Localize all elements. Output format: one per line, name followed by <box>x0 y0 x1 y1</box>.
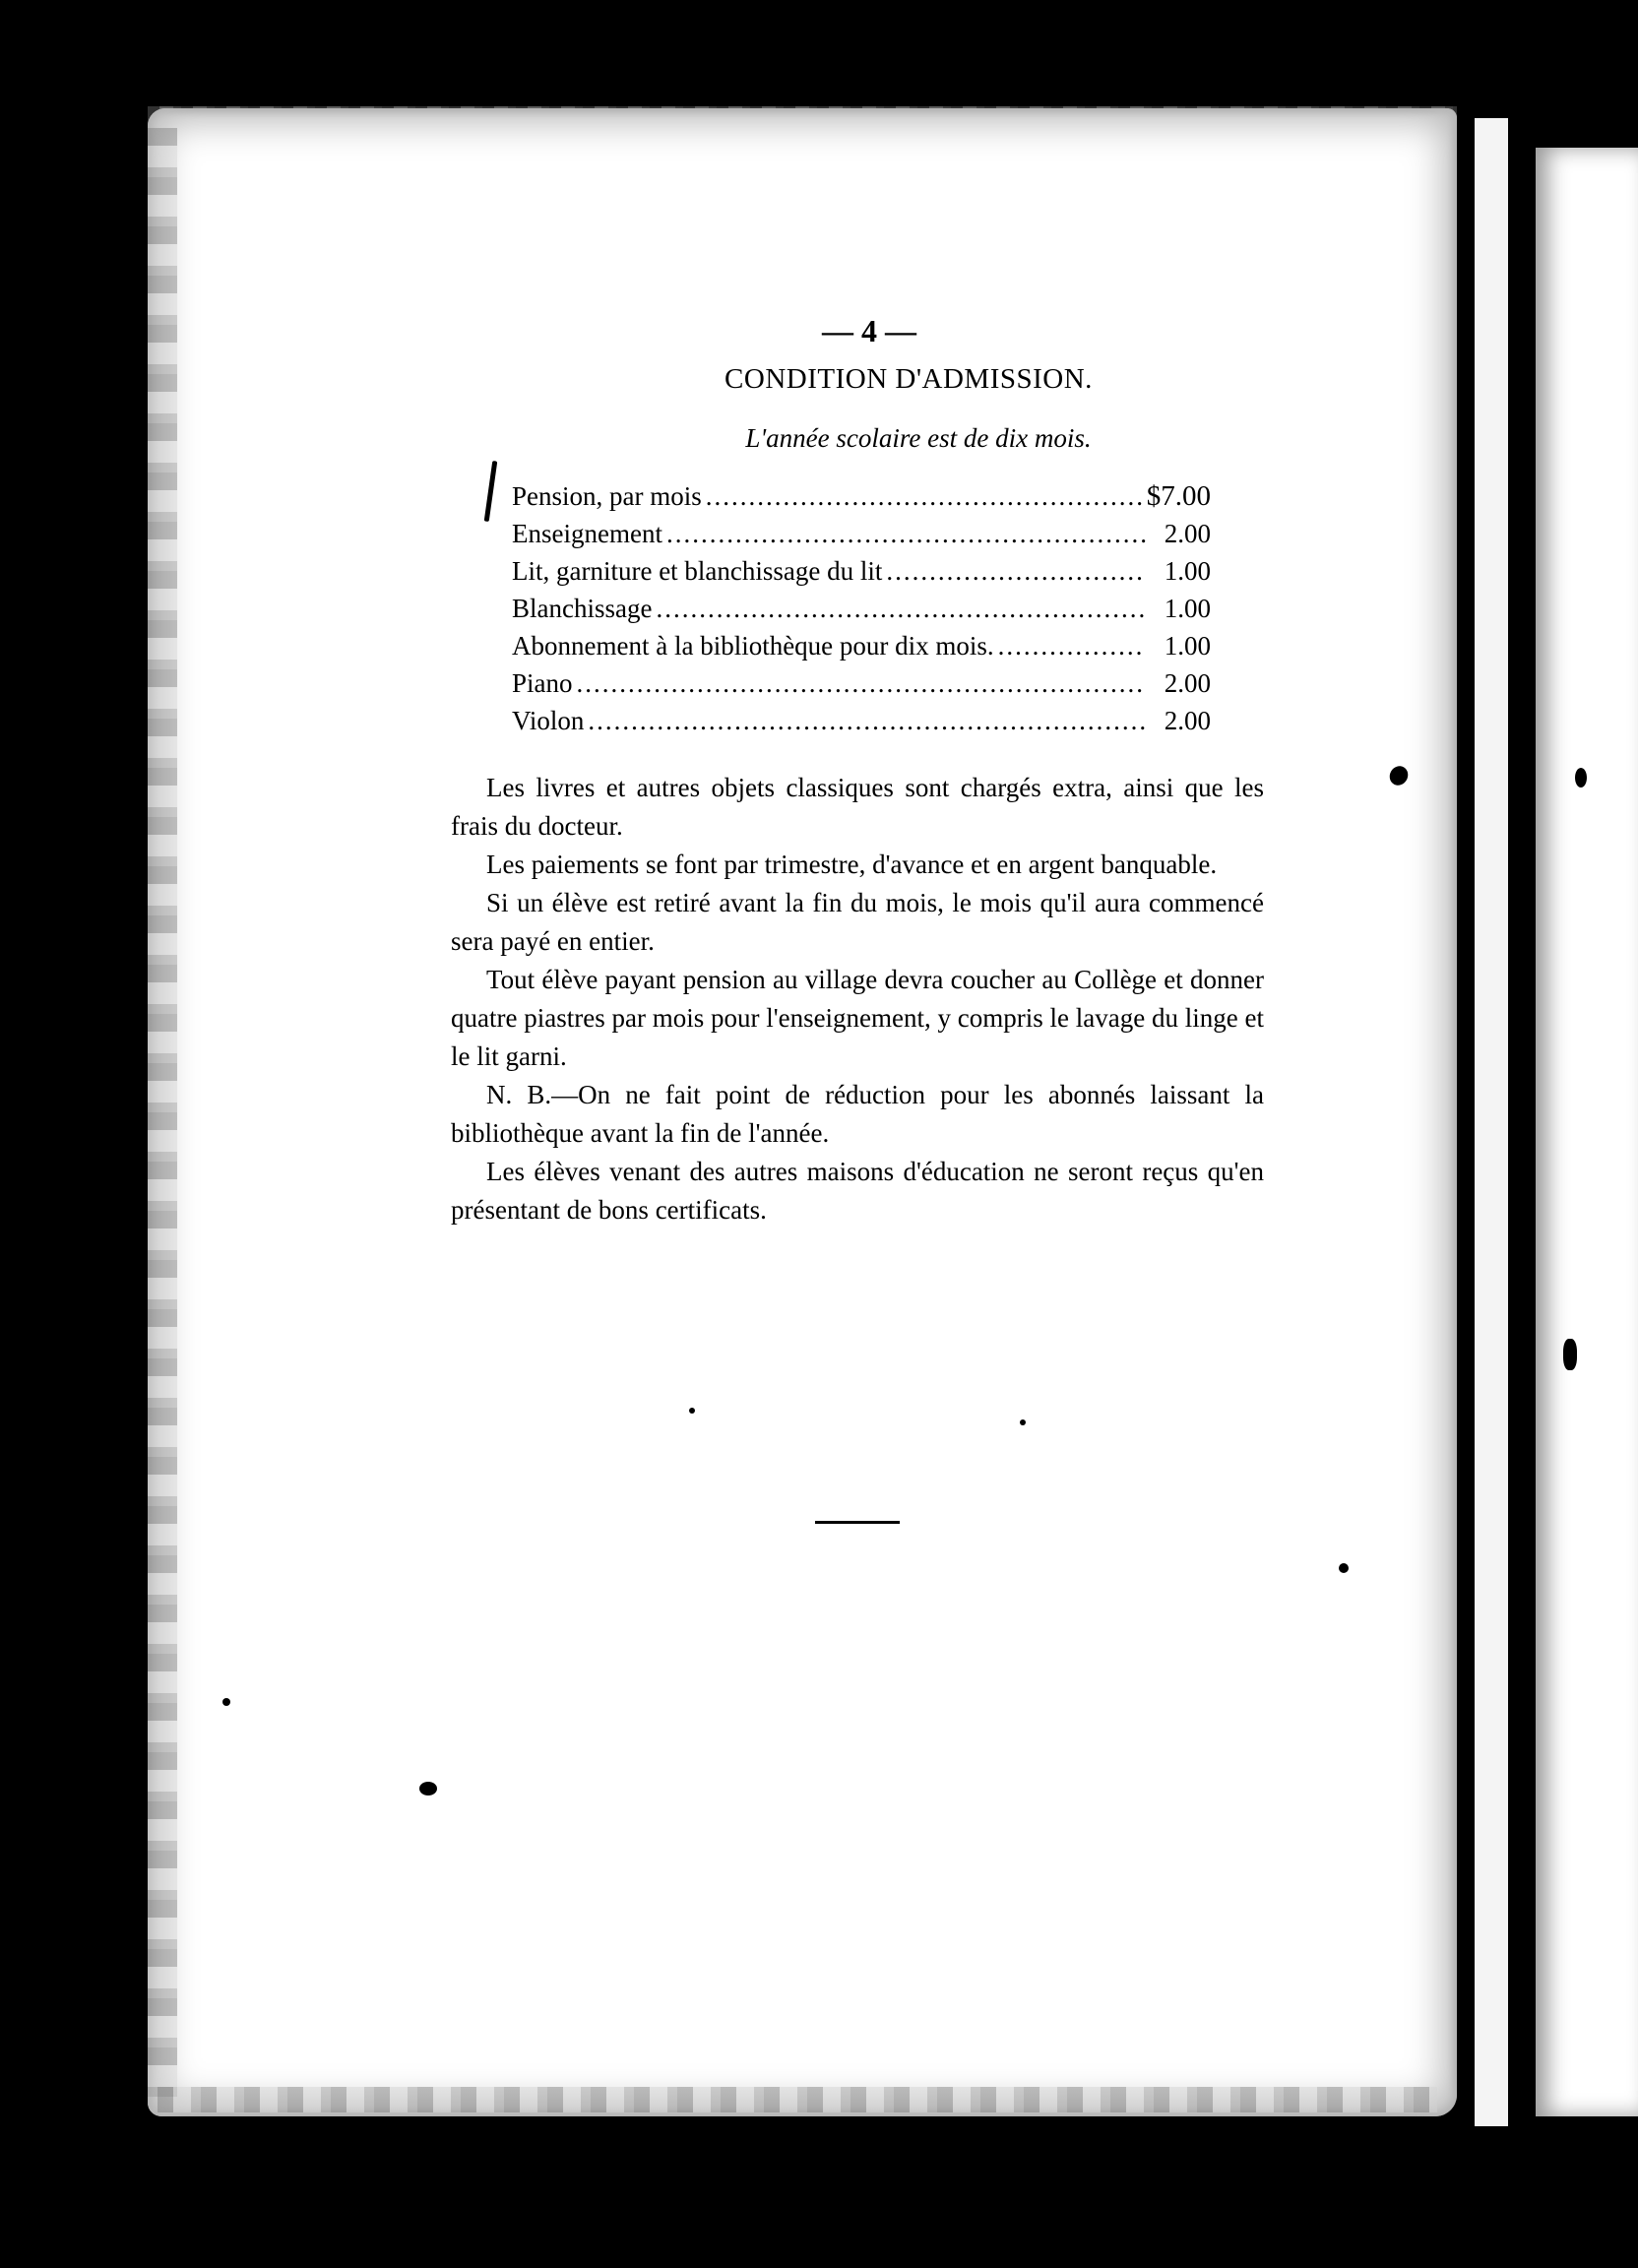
dot-leader <box>656 590 1146 627</box>
fee-amount: 2.00 <box>1164 668 1211 698</box>
dot-leader <box>998 627 1146 664</box>
fee-amount: 1.00 <box>1164 556 1211 586</box>
fee-row <box>512 515 1211 552</box>
note-paragraph: Les paiements se font par trimestre, d'avance et en argent banquable. <box>486 850 1218 879</box>
page-gutter <box>1475 118 1508 2126</box>
dot-leader <box>577 664 1146 702</box>
dot-leader <box>588 702 1146 739</box>
fee-row <box>512 664 1211 702</box>
section-divider-rule <box>815 1521 900 1524</box>
fee-label: Lit, garniture et blanchissage du lit <box>512 556 883 586</box>
page-content <box>451 313 1268 1229</box>
note-paragraph: Si un élève est retiré avant la fin du mois, le mois qu'il aura commencé sera payé en entier. <box>451 888 1264 956</box>
dot-leader <box>886 552 1146 590</box>
page-edge-left <box>148 128 177 2097</box>
fee-label: Violon <box>512 706 585 735</box>
dot-leader <box>706 477 1143 515</box>
note-paragraph: Les élèves venant des autres maisons d'éducation ne seront reçus qu'en présentant de bons certificats. <box>451 1157 1264 1225</box>
fee-label: Piano <box>512 668 573 698</box>
fee-row <box>512 477 1211 515</box>
fee-amount: 1.00 <box>1164 631 1211 661</box>
fee-row <box>512 590 1211 627</box>
note-paragraph: Tout élève payant pension au village devra coucher au Collège et donner quatre piastres par mois pour l'enseignement, y compris le lavage du linge et le lit garni. <box>451 965 1264 1071</box>
page-number: — 4 — <box>822 313 916 348</box>
fee-amount: 2.00 <box>1164 706 1211 735</box>
page-edge-bottom <box>158 2087 1437 2112</box>
fee-label: Blanchissage <box>512 594 653 623</box>
fee-amount: 2.00 <box>1164 519 1211 548</box>
fee-row <box>512 552 1211 590</box>
fee-row <box>512 627 1211 664</box>
fee-list <box>512 477 1211 739</box>
fee-amount: 1.00 <box>1164 594 1211 623</box>
section-subheading: L'année scolaire est de dix mois. <box>745 423 1092 453</box>
note-paragraph: N. B.—On ne fait point de réduction pour les abonnés laissant la bibliothèque avant la fin de l'année. <box>451 1080 1264 1148</box>
fee-label: Pension, par mois <box>512 481 702 511</box>
fee-label: Enseignement <box>512 519 662 548</box>
section-heading: CONDITION D'ADMISSION. <box>724 363 1093 395</box>
dot-leader <box>666 515 1146 552</box>
fee-label: Abonnement à la bibliothèque pour dix mois. <box>512 631 994 661</box>
fee-row <box>512 702 1211 739</box>
admission-notes <box>451 769 1264 1229</box>
adjacent-page-edge <box>1536 148 1638 2116</box>
note-paragraph: Les livres et autres objets classiques sont chargés extra, ainsi que les frais du docteur. <box>451 773 1264 841</box>
fee-amount: $7.00 <box>1146 480 1211 512</box>
